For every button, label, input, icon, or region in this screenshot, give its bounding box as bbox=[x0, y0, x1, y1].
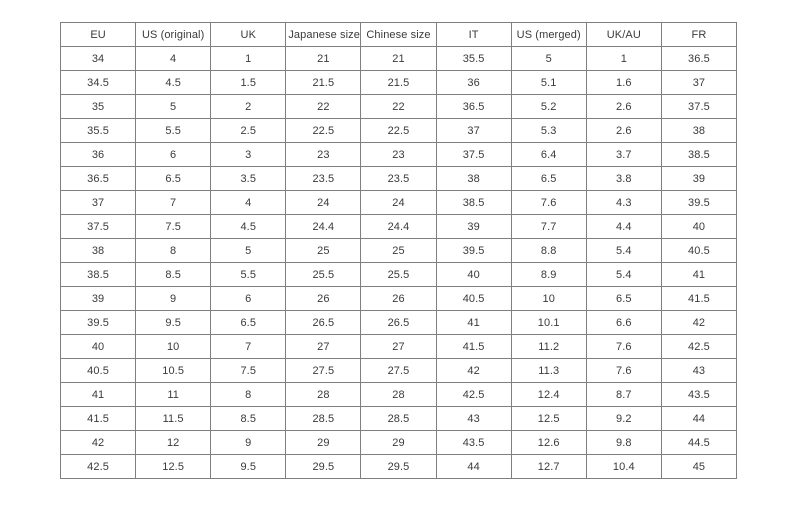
table-cell: 23 bbox=[286, 143, 361, 167]
table-cell: 27 bbox=[361, 335, 436, 359]
table-row bbox=[61, 407, 737, 431]
table-cell: 35.5 bbox=[436, 47, 511, 71]
table-cell: 5.4 bbox=[586, 239, 661, 263]
table-cell: 3.5 bbox=[211, 167, 286, 191]
table-cell: 1 bbox=[586, 47, 661, 71]
table-cell: 41 bbox=[436, 311, 511, 335]
table-cell: 39.5 bbox=[61, 311, 136, 335]
table-cell: 6 bbox=[136, 143, 211, 167]
table-cell: 23.5 bbox=[286, 167, 361, 191]
table-cell: 12 bbox=[136, 431, 211, 455]
table-cell: 24 bbox=[361, 191, 436, 215]
table-cell: 23 bbox=[361, 143, 436, 167]
table-cell: 34.5 bbox=[61, 71, 136, 95]
table-cell: 41.5 bbox=[436, 335, 511, 359]
table-cell: 37 bbox=[436, 119, 511, 143]
table-cell: 40 bbox=[61, 335, 136, 359]
table-cell: 37 bbox=[661, 71, 736, 95]
table-cell: 38.5 bbox=[61, 263, 136, 287]
table-cell: 44 bbox=[436, 455, 511, 479]
table-cell: 38.5 bbox=[436, 191, 511, 215]
table-cell: 3.7 bbox=[586, 143, 661, 167]
table-row bbox=[61, 71, 737, 95]
table-cell: 8.7 bbox=[586, 383, 661, 407]
table-cell: 10 bbox=[136, 335, 211, 359]
table-row bbox=[61, 287, 737, 311]
table-cell: 26 bbox=[361, 287, 436, 311]
column-header-uk: UK bbox=[211, 23, 286, 47]
table-row bbox=[61, 191, 737, 215]
table-cell: 6.5 bbox=[136, 167, 211, 191]
table-cell: 44 bbox=[661, 407, 736, 431]
table-row bbox=[61, 119, 737, 143]
table-cell: 5.2 bbox=[511, 95, 586, 119]
table-cell: 22 bbox=[361, 95, 436, 119]
table-row bbox=[61, 311, 737, 335]
table-cell: 26 bbox=[286, 287, 361, 311]
table-cell: 8.8 bbox=[511, 239, 586, 263]
table-cell: 22.5 bbox=[286, 119, 361, 143]
table-cell: 21.5 bbox=[286, 71, 361, 95]
table-cell: 9.2 bbox=[586, 407, 661, 431]
table-cell: 42 bbox=[436, 359, 511, 383]
table-cell: 11 bbox=[136, 383, 211, 407]
table-cell: 1 bbox=[211, 47, 286, 71]
table-cell: 38.5 bbox=[661, 143, 736, 167]
table-cell: 37 bbox=[61, 191, 136, 215]
table-cell: 45 bbox=[661, 455, 736, 479]
table-cell: 9 bbox=[211, 431, 286, 455]
table-cell: 38 bbox=[661, 119, 736, 143]
table-cell: 3.8 bbox=[586, 167, 661, 191]
table-cell: 4 bbox=[136, 47, 211, 71]
table-cell: 5.5 bbox=[136, 119, 211, 143]
table-cell: 7.6 bbox=[511, 191, 586, 215]
table-cell: 12.7 bbox=[511, 455, 586, 479]
table-header bbox=[61, 23, 737, 47]
table-cell: 39 bbox=[61, 287, 136, 311]
table-cell: 3 bbox=[211, 143, 286, 167]
column-header-chinese-size: Chinese size bbox=[361, 23, 436, 47]
table-cell: 6.4 bbox=[511, 143, 586, 167]
table-cell: 40 bbox=[436, 263, 511, 287]
table-cell: 22.5 bbox=[361, 119, 436, 143]
table-cell: 22 bbox=[286, 95, 361, 119]
table-cell: 23.5 bbox=[361, 167, 436, 191]
table-cell: 5 bbox=[211, 239, 286, 263]
table-cell: 25.5 bbox=[361, 263, 436, 287]
table-row bbox=[61, 143, 737, 167]
table-cell: 6.5 bbox=[511, 167, 586, 191]
table-cell: 9.8 bbox=[586, 431, 661, 455]
table-cell: 8 bbox=[211, 383, 286, 407]
table-cell: 37.5 bbox=[661, 95, 736, 119]
table-cell: 37.5 bbox=[61, 215, 136, 239]
table-cell: 26.5 bbox=[286, 311, 361, 335]
table-cell: 28.5 bbox=[361, 407, 436, 431]
table-cell: 43 bbox=[436, 407, 511, 431]
table-cell: 10 bbox=[511, 287, 586, 311]
table-cell: 7 bbox=[211, 335, 286, 359]
table-row bbox=[61, 359, 737, 383]
table-cell: 2.6 bbox=[586, 119, 661, 143]
table-cell: 41.5 bbox=[661, 287, 736, 311]
column-header-japanese-size: Japanese size bbox=[286, 23, 361, 47]
table-cell: 5.5 bbox=[211, 263, 286, 287]
table-row bbox=[61, 167, 737, 191]
table-cell: 27.5 bbox=[361, 359, 436, 383]
table-cell: 12.5 bbox=[511, 407, 586, 431]
table-cell: 41 bbox=[661, 263, 736, 287]
table-header-row bbox=[61, 23, 737, 47]
column-header-uk-au: UK/AU bbox=[586, 23, 661, 47]
table-cell: 38 bbox=[61, 239, 136, 263]
table-cell: 24.4 bbox=[361, 215, 436, 239]
table-row bbox=[61, 263, 737, 287]
table-cell: 41.5 bbox=[61, 407, 136, 431]
table-cell: 36.5 bbox=[436, 95, 511, 119]
table-cell: 35 bbox=[61, 95, 136, 119]
table-cell: 6 bbox=[211, 287, 286, 311]
table-cell: 28.5 bbox=[286, 407, 361, 431]
table-cell: 42.5 bbox=[661, 335, 736, 359]
table-cell: 43 bbox=[661, 359, 736, 383]
table-cell: 39 bbox=[436, 215, 511, 239]
column-header-us-merged: US (merged) bbox=[511, 23, 586, 47]
table-cell: 11.2 bbox=[511, 335, 586, 359]
table-cell: 39.5 bbox=[661, 191, 736, 215]
table-cell: 36.5 bbox=[661, 47, 736, 71]
table-body bbox=[61, 47, 737, 479]
table-cell: 4.4 bbox=[586, 215, 661, 239]
table-cell: 9 bbox=[136, 287, 211, 311]
table-cell: 21 bbox=[361, 47, 436, 71]
table-cell: 2 bbox=[211, 95, 286, 119]
table-cell: 25 bbox=[361, 239, 436, 263]
table-cell: 44.5 bbox=[661, 431, 736, 455]
table-cell: 43.5 bbox=[436, 431, 511, 455]
column-header-it: IT bbox=[436, 23, 511, 47]
table-cell: 12.4 bbox=[511, 383, 586, 407]
table-row bbox=[61, 383, 737, 407]
table-cell: 10.4 bbox=[586, 455, 661, 479]
table-cell: 36.5 bbox=[61, 167, 136, 191]
table-row bbox=[61, 215, 737, 239]
table-row bbox=[61, 95, 737, 119]
table-cell: 8.5 bbox=[211, 407, 286, 431]
table-row bbox=[61, 431, 737, 455]
table-cell: 8.9 bbox=[511, 263, 586, 287]
table-cell: 6.5 bbox=[586, 287, 661, 311]
table-cell: 2.5 bbox=[211, 119, 286, 143]
shoe-size-conversion-table bbox=[60, 22, 737, 479]
table-cell: 5.4 bbox=[586, 263, 661, 287]
table-cell: 27 bbox=[286, 335, 361, 359]
table-cell: 29 bbox=[361, 431, 436, 455]
table-row bbox=[61, 455, 737, 479]
table-cell: 28 bbox=[286, 383, 361, 407]
table-cell: 6.5 bbox=[211, 311, 286, 335]
table-cell: 11.3 bbox=[511, 359, 586, 383]
table-cell: 7.7 bbox=[511, 215, 586, 239]
table-cell: 8.5 bbox=[136, 263, 211, 287]
column-header-fr: FR bbox=[661, 23, 736, 47]
table-row bbox=[61, 335, 737, 359]
table-cell: 7.5 bbox=[136, 215, 211, 239]
table-cell: 7.5 bbox=[211, 359, 286, 383]
table-cell: 42.5 bbox=[61, 455, 136, 479]
table-cell: 39.5 bbox=[436, 239, 511, 263]
table-cell: 12.5 bbox=[136, 455, 211, 479]
table-cell: 36 bbox=[61, 143, 136, 167]
table-cell: 5.1 bbox=[511, 71, 586, 95]
table-cell: 35.5 bbox=[61, 119, 136, 143]
table-cell: 9.5 bbox=[136, 311, 211, 335]
table-cell: 10.5 bbox=[136, 359, 211, 383]
table-cell: 29 bbox=[286, 431, 361, 455]
table-cell: 4.3 bbox=[586, 191, 661, 215]
table-cell: 29.5 bbox=[286, 455, 361, 479]
table-cell: 40 bbox=[661, 215, 736, 239]
table-cell: 24.4 bbox=[286, 215, 361, 239]
table-cell: 11.5 bbox=[136, 407, 211, 431]
column-header-eu: EU bbox=[61, 23, 136, 47]
table-cell: 28 bbox=[361, 383, 436, 407]
table-cell: 7.6 bbox=[586, 359, 661, 383]
table-cell: 43.5 bbox=[661, 383, 736, 407]
table-cell: 7.6 bbox=[586, 335, 661, 359]
table-cell: 8 bbox=[136, 239, 211, 263]
table-cell: 9.5 bbox=[211, 455, 286, 479]
table-cell: 41 bbox=[61, 383, 136, 407]
table-cell: 10.1 bbox=[511, 311, 586, 335]
table-cell: 38 bbox=[436, 167, 511, 191]
table-cell: 7 bbox=[136, 191, 211, 215]
table-cell: 40.5 bbox=[661, 239, 736, 263]
table-cell: 21.5 bbox=[361, 71, 436, 95]
table-cell: 1.5 bbox=[211, 71, 286, 95]
column-header-us-original: US (original) bbox=[136, 23, 211, 47]
table-cell: 2.6 bbox=[586, 95, 661, 119]
table-cell: 24 bbox=[286, 191, 361, 215]
table-cell: 37.5 bbox=[436, 143, 511, 167]
table-cell: 42 bbox=[661, 311, 736, 335]
table-cell: 4.5 bbox=[211, 215, 286, 239]
table-cell: 4.5 bbox=[136, 71, 211, 95]
table-row bbox=[61, 47, 737, 71]
table-cell: 29.5 bbox=[361, 455, 436, 479]
table-cell: 27.5 bbox=[286, 359, 361, 383]
table-cell: 40.5 bbox=[436, 287, 511, 311]
table-cell: 5 bbox=[511, 47, 586, 71]
table-cell: 6.6 bbox=[586, 311, 661, 335]
table-cell: 40.5 bbox=[61, 359, 136, 383]
table-cell: 25.5 bbox=[286, 263, 361, 287]
table-cell: 39 bbox=[661, 167, 736, 191]
table-cell: 5.3 bbox=[511, 119, 586, 143]
table-cell: 42 bbox=[61, 431, 136, 455]
table-cell: 42.5 bbox=[436, 383, 511, 407]
table-cell: 26.5 bbox=[361, 311, 436, 335]
table-cell: 5 bbox=[136, 95, 211, 119]
table-cell: 1.6 bbox=[586, 71, 661, 95]
table-row bbox=[61, 239, 737, 263]
table-cell: 25 bbox=[286, 239, 361, 263]
table-cell: 36 bbox=[436, 71, 511, 95]
table-cell: 4 bbox=[211, 191, 286, 215]
table-cell: 21 bbox=[286, 47, 361, 71]
table-cell: 34 bbox=[61, 47, 136, 71]
table-cell: 12.6 bbox=[511, 431, 586, 455]
